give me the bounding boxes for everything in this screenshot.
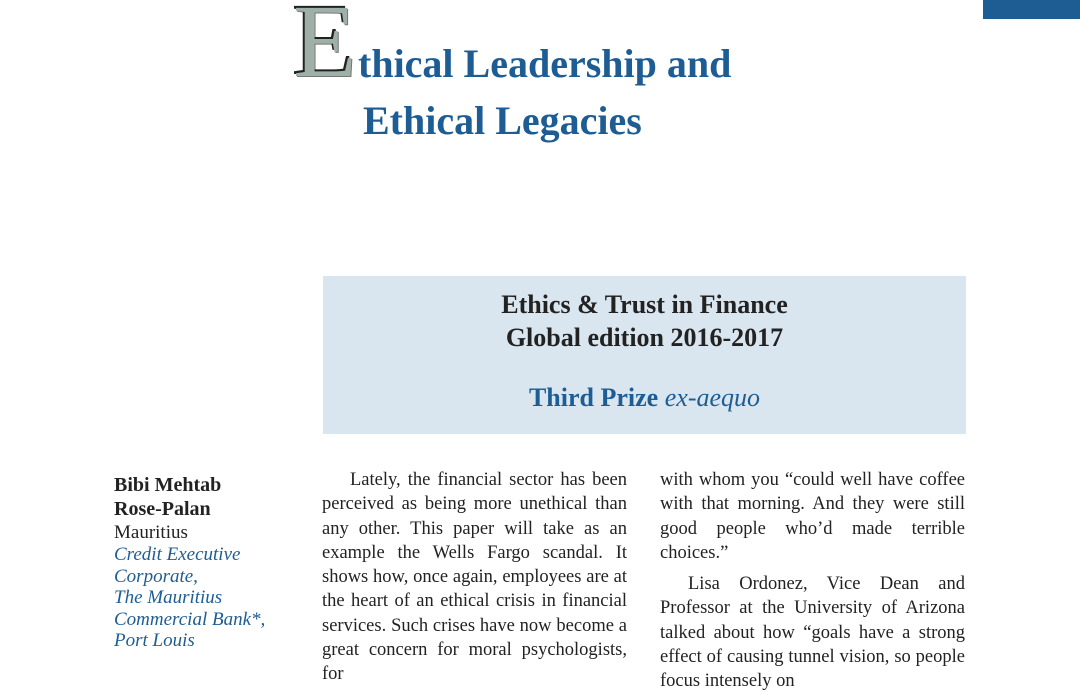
- title-line-2: Ethical Legacies: [363, 98, 642, 143]
- title-dropcap: E: [293, 0, 357, 99]
- competition-title: Ethics & Trust in Finance: [501, 290, 788, 319]
- body-column-right: [660, 468, 965, 694]
- prize-suffix: ex-aequo: [664, 383, 761, 412]
- body-paragraph: with whom you “could well have coffee with that morning. And they were still good people who’d made terrible choices.”: [660, 470, 965, 563]
- prize-label: Third Prize: [528, 383, 659, 412]
- competition-edition: Global edition 2016-2017: [505, 323, 784, 352]
- author-affiliation-line: Credit Executive: [114, 544, 241, 565]
- author-affiliation-line: Corporate,: [114, 565, 198, 587]
- prize-line: [323, 383, 966, 413]
- author-affiliation-line: Port Louis: [114, 630, 195, 651]
- author-affiliation-line: Commercial Bank*,: [114, 608, 266, 630]
- corner-color-tab: [983, 0, 1080, 19]
- author-block: [114, 473, 265, 652]
- prize-box: [323, 276, 966, 434]
- author-name-line-2: Rose-Palan: [114, 498, 211, 520]
- body-column-left: [322, 468, 627, 687]
- body-paragraph: Lisa Ordonez, Vice Dean and Professor at the University of Arizona talked about how “goals have a strong effect of causing tunnel vision, so people focus intensely on: [660, 574, 965, 692]
- author-name-line-1: Bibi Mehtab: [114, 474, 222, 496]
- author-country: Mauritius: [114, 522, 188, 543]
- title-line-1: thical Leadership and: [358, 41, 732, 86]
- body-paragraph: Lately, the financial sector has been perceived as being more unethical than any other. This paper will take as an example the Wells Fargo scandal. It shows how, once again, employees are at the heart of an ethical crisis in financial services. Such crises have now become a great concern for moral psychologists, for: [322, 470, 627, 685]
- author-affiliation-line: The Mauritius: [114, 587, 223, 608]
